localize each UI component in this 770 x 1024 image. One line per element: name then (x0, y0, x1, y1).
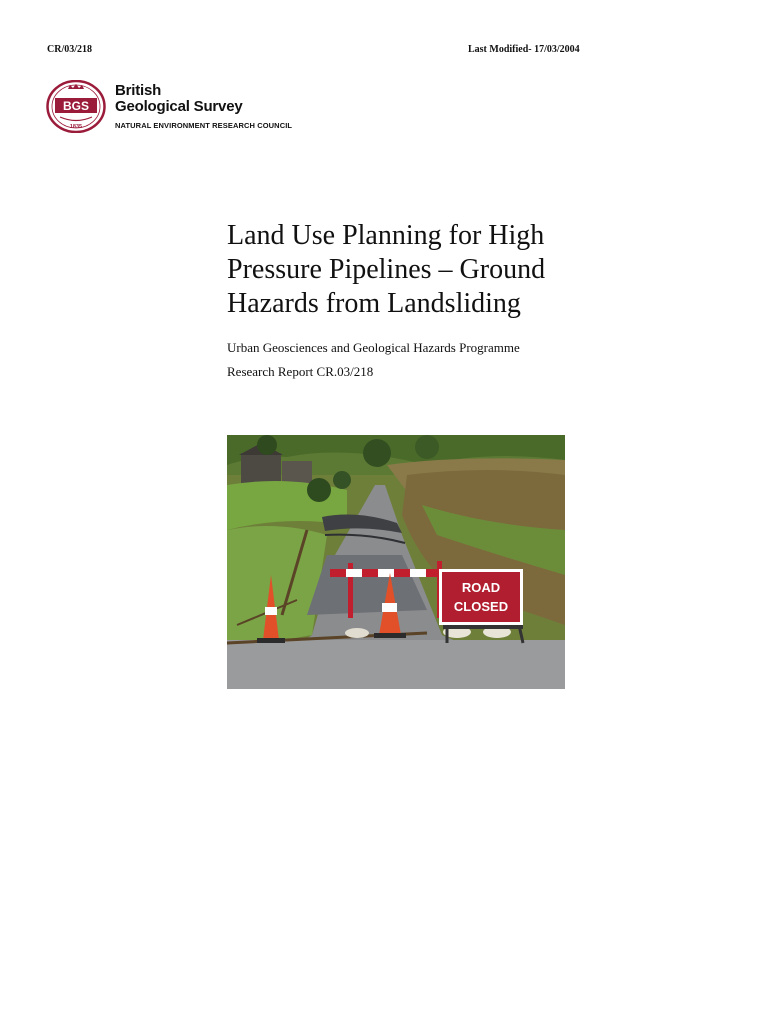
programme-name: Urban Geosciences and Geological Hazards Programme (227, 340, 520, 355)
bgs-logo (46, 80, 106, 133)
last-modified-date: Last Modified- 17/03/2004 (468, 44, 580, 55)
title-line: Land Use Planning for High (227, 220, 545, 251)
title-line: Pressure Pipelines – Ground (227, 254, 546, 285)
council-name: NATURAL ENVIRONMENT RESEARCH COUNCIL (115, 121, 293, 130)
cover-photo-road-closed (227, 435, 565, 689)
org-name-line2: Geological Survey (115, 98, 243, 115)
logo-letters: BGS (62, 99, 90, 113)
org-name-line1: British (115, 82, 162, 99)
logo-year: 1835 (69, 124, 83, 130)
title-line: Hazards from Landsliding (227, 288, 521, 319)
report-title (227, 219, 607, 321)
organisation-name (115, 83, 292, 130)
sign-text-road: ROAD (461, 580, 501, 595)
sign-text-closed: CLOSED (453, 599, 509, 614)
document-reference: CR/03/218 (47, 44, 92, 55)
report-number: Research Report CR.03/218 (227, 364, 374, 379)
